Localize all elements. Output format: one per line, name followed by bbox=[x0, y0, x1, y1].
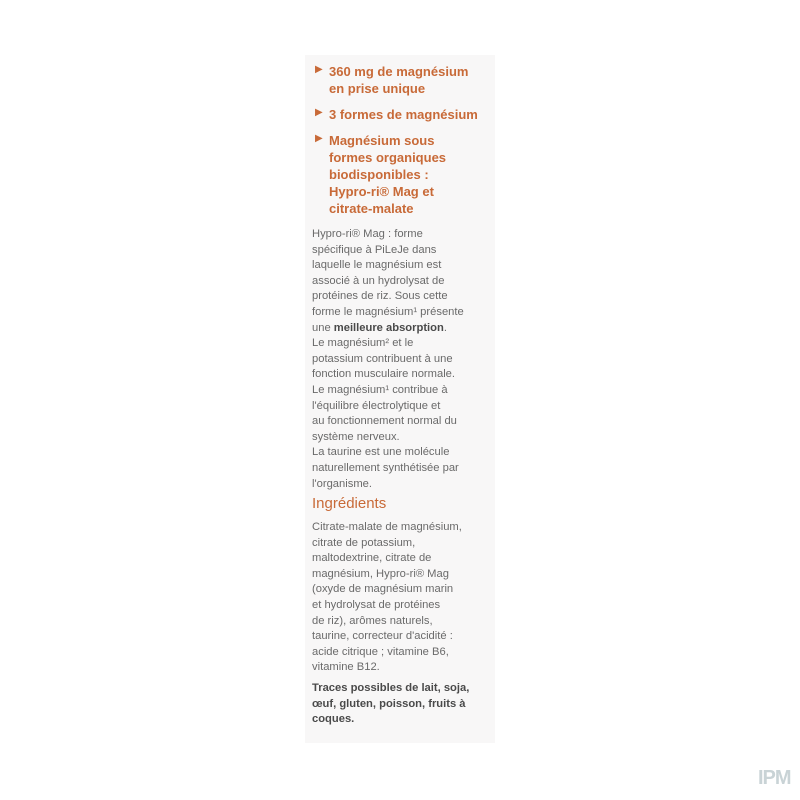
product-info-panel bbox=[305, 55, 495, 743]
description-text-continued: . Le magnésium² et le potassium contribuent à une fonction musculaire normale. Le magnésium¹ contribue à l'équilibre électrolytique et au fonctionnement normal du système nerveux. La taurine est une molécule naturellement synthétisée par l'organisme. bbox=[312, 321, 459, 490]
benefit-item bbox=[315, 132, 493, 217]
benefit-text: 360 mg de magnésium en prise unique bbox=[329, 64, 469, 96]
benefit-item bbox=[315, 106, 493, 123]
ipm-watermark-logo: IPM bbox=[758, 767, 791, 789]
benefit-text: 3 formes de magnésium bbox=[329, 107, 478, 122]
product-description bbox=[312, 227, 496, 492]
arrow-right-icon: ▶ bbox=[315, 107, 323, 118]
arrow-right-icon: ▶ bbox=[315, 64, 323, 75]
benefits-list bbox=[315, 63, 493, 226]
arrow-right-icon: ▶ bbox=[315, 133, 323, 144]
ingredients-heading: Ingrédients bbox=[312, 495, 387, 512]
benefit-item bbox=[315, 63, 493, 97]
allergen-traces: Traces possibles de lait, soja, œuf, gluten, poisson, fruits à coques. bbox=[312, 682, 470, 726]
benefit-text: Magnésium sous formes organiques biodisponibles : Hypro-ri® Mag et citrate-malate bbox=[329, 133, 447, 216]
ingredients-list: Citrate-malate de magnésium, citrate de potassium, maltodextrine, citrate de magnésium, Hypro-ri® Mag (oxyde de magnésium marin et hydrolysat de protéines de riz), arômes naturels, taurine, correcteur d'acidité : acide citrique ; vitamine B6, vitamine B12. bbox=[312, 521, 462, 674]
description-emphasis: meilleure absorption bbox=[333, 321, 444, 334]
description-text: Hypro-ri® Mag : forme spécifique à PiLeJe dans laquelle le magnésium est associé à un hydrolysat de protéines de riz. Sous cette forme le magnésium¹ présente une bbox=[312, 228, 464, 334]
